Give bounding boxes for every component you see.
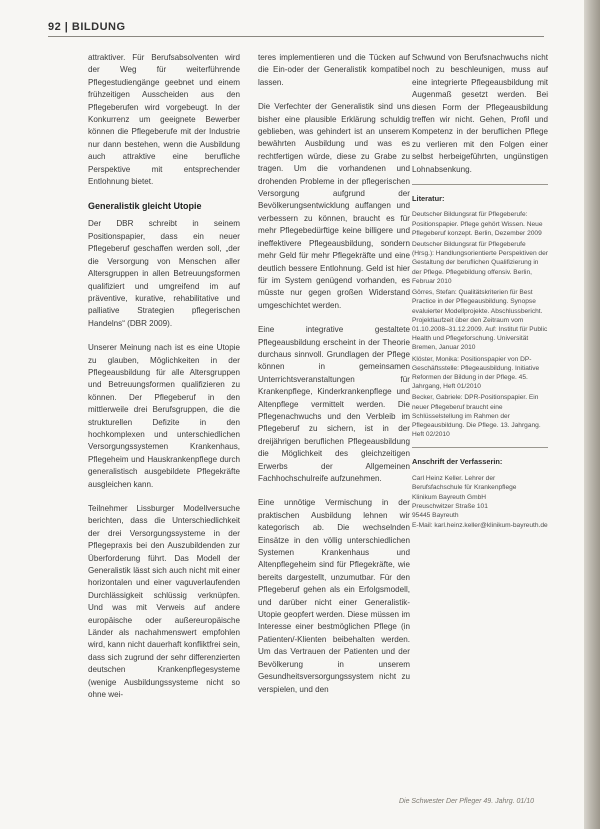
address-line: Berufsfachschule für Krankenpflege — [412, 484, 517, 492]
page-edge-shadow — [584, 0, 600, 829]
literature-entry: Deutscher Bildungsrat für Pflegeberufe: Positionspapier. Pflege gehört Wissen. Neue Pflegeberuf konzept. Berlin, Dezember 2009 — [412, 211, 543, 237]
page-number-section-title: 92 | BILDUNG — [48, 21, 126, 33]
literature-entry: Görres, Stefan: Qualitätskriterien für Best Practice in der Pflegeausbildung. Synopse evaluierter Modellprojekte. Abschlussbericht. Projektlaufzeit über den Zeitraum vom 01.10.2008–31.12.2009. Auf: Institut für Public Health und Pflegeforschung. Universität Bremen, Januar 2010 — [412, 289, 548, 352]
paragraph: Schwund von Berufsnachwuchs nicht noch zu beschleunigen, muss auf eine integrierte Pflegeausbildung mit Augenmaß gesetzt werden. Bei diesen Form der Pflegeausbildung treffen wir nicht. Gehen, Profil und Kompetenz in der beruflichen Pflege zu verlieren mit den Folgen einer selbst herbeigeführten, ungünstigen Lohnabsenkung. — [412, 53, 548, 174]
email-line: E-Mail: karl.heinz.keller@klinikum-bayreuth.de — [412, 521, 548, 529]
text-column-2 — [258, 52, 410, 696]
paragraph: Die Verfechter der Generalistik sind uns bisher eine plausible Erklärung schuldig geblieben, was gehindert ist an unserem bewährten Ausbildung und was es rechtfertigen würde, diese zu Grabe zu tragen. Um die vorhandenen und drohenden Probleme in der pflegerischen Versorgung aufgrund der Bevölkerungsentwicklung auffangen und verbessern zu können, braucht es für mehr Pflegebedürftige keine billigere und ineffektivere Pflegeausbildung, sondern mehr Geld für mehr Pflegekräfte und eine deutlich bessere Entlohnung. Geld ist hier für im System genügend vorhanden, es müsste nur gegen großen Widerstand umgeschichtet werden. — [258, 102, 410, 310]
address-line: Preuschwitzer Straße 101 — [412, 502, 488, 510]
page-footer: Die Schwester Der Pfleger 49. Jahrg. 01/10 — [398, 798, 534, 805]
author-address — [412, 474, 548, 530]
literature-entry: Deutscher Bildungsrat für Pflegeberufe (Hrsg.): Handlungsorientierte Perspektiven der Gestaltung der beruflichen Qualifizierung in der Pflege. Pflegebildung offensiv. Berlin, Februar 2010 — [412, 241, 548, 285]
literature-heading: Literatur: — [412, 194, 445, 204]
paragraph: teres implementieren und die Tücken auf die Ein-oder der Generalistik kompatibel lassen. — [258, 53, 410, 87]
divider — [412, 447, 548, 448]
paragraph: Der DBR schreibt in seinem Positionspapier, dass ein neuer Pflegeberuf geschaffen werden soll, „der die Versorgung von Menschen aller Altersgruppen in allen Betreuungsformen qualifiziert und umgreifend im auf präventive, kurative, rehabilitative und palliative Strategien pflegerischen Handelns“ (DBR 2009). — [88, 219, 240, 328]
literature-entry: Becker, Gabriele: DPR-Positionspapier. Ein neuer Pflegeberuf braucht eine Schlüsselstellung im Rahmen der Pflegeausbildung. Die Pflege. 13. Jahrgang. Heft 02/2010 — [412, 394, 541, 439]
section-heading: Generalistik gleicht Utopie — [88, 201, 202, 212]
paragraph: Teilnehmer Lissburger Modellversuche berichten, dass die Unterschiedlichkeit der drei Versorgungssysteme in der Pflegepraxis bei den Auszubildenden zur Überforderung führt. Das Modell der Generalistik lässt sich auch nicht mit einer horizontalen und einer vaguverlaufenden Durchlässigkeit schlüssig verknüpfen. Und was mit Verweis auf andere europäische oder außereuropäische Länder als nachahmenswert empfohlen wird, kann nicht dauerhaft konfliktfrei sein, dass sich zugrund der sehr differenzierten deutschen Krankenpflegesysteme (wenige Ausbildungssysteme nicht so ohne wei- — [88, 504, 240, 700]
text-column-3 — [412, 52, 548, 530]
paragraph: Unserer Meinung nach ist es eine Utopie zu glauben, Möglichkeiten in der Pflegeausbildung für alle Altersgruppen und Betreuungsformen qualifizieren zu können. Der Pflegeberuf in den mittlerweile drei Berufsgruppen, die die strukturellen Defizite in den hochkomplexen und unterschiedlichen Versorgungssystemen Krankenhaus, Pflegeheim und Hauskrankenpflege durch generalistisch ausgebildete Pflegekräfte ausgleichen kann. — [88, 343, 240, 489]
literature-list — [412, 210, 548, 439]
author-address-heading: Anschrift der Verfasserin: — [412, 457, 503, 467]
literature-entry: Klöster, Monika: Positionspapier von DP-Geschäftsstelle: Pflegeausbildung. Initiative Reformen der Bildung in der Pflege. 45. Jahrgang, Heft 01/2010 — [412, 355, 540, 391]
page-header — [48, 16, 544, 37]
paragraph: Eine unnötige Vermischung in der praktischen Ausbildung lehnen wir kategorisch ab. Die wechselnden Einsätze in den völlig unterschiedlichen Systemen Krankenhaus und Altenpflegeheim sind für Pflegekräfte, wie bereits dargestellt, unzumutbar. Für den Pflegeberuf gehen als ein Erfolgsmodell, und darüber nicht einer Generalistik-Utopie geopfert werden. Diese müssen im Interesse einer bestmöglichen Pflege (in Patienten/-Klienten beibehalten werden. Um das Vertrauen der Patienten und der Bevölkerung in unserem Gesundheitsversorgungssystem nicht zu verspielen, und den — [258, 498, 410, 694]
address-line: Carl Heinz Keller. Lehrer der — [412, 474, 496, 482]
paragraph: Eine integrative gestaltete Pflegeausbildung erscheint in der Theorie durchaus sinnvoll. Grundlagen der Pflege können in gemeinsamen Unterrichtsveranstaltungen für Krankenpflege, Kinderkrankenpflege und Altenpflege vermittelt werden. Die Pflegenachwuchs und den Verbleib im Pflegeberuf zu sichern, ist in der dreijährigen beruflichen Pflegeausbildung die Möglichkeit des gleichzeitigen Erwerbs der Allgemeinen Fachhochschulreife aufzunehmen. — [258, 325, 410, 483]
divider — [412, 184, 548, 185]
address-line: Klinikum Bayreuth GmbH — [412, 493, 487, 501]
text-column-1 — [88, 52, 240, 702]
address-line: 95445 Bayreuth — [412, 512, 459, 520]
paragraph: attraktiver. Für Berufsabsolventen wird der Weg für weiterführende Pflegestudiengänge geebnet und einem frühzeitigen Ausscheiden aus den Pflegeberufen wird vorgebeugt. In der Konkurrenz um geeignete Bewerber können die Pflegeberufe mit der Industrie nur dann bestehen, wenn die Ausbildung auch attraktive eine berufliche Perspektive mit entsprechender Entlohnung bietet. — [88, 53, 240, 187]
